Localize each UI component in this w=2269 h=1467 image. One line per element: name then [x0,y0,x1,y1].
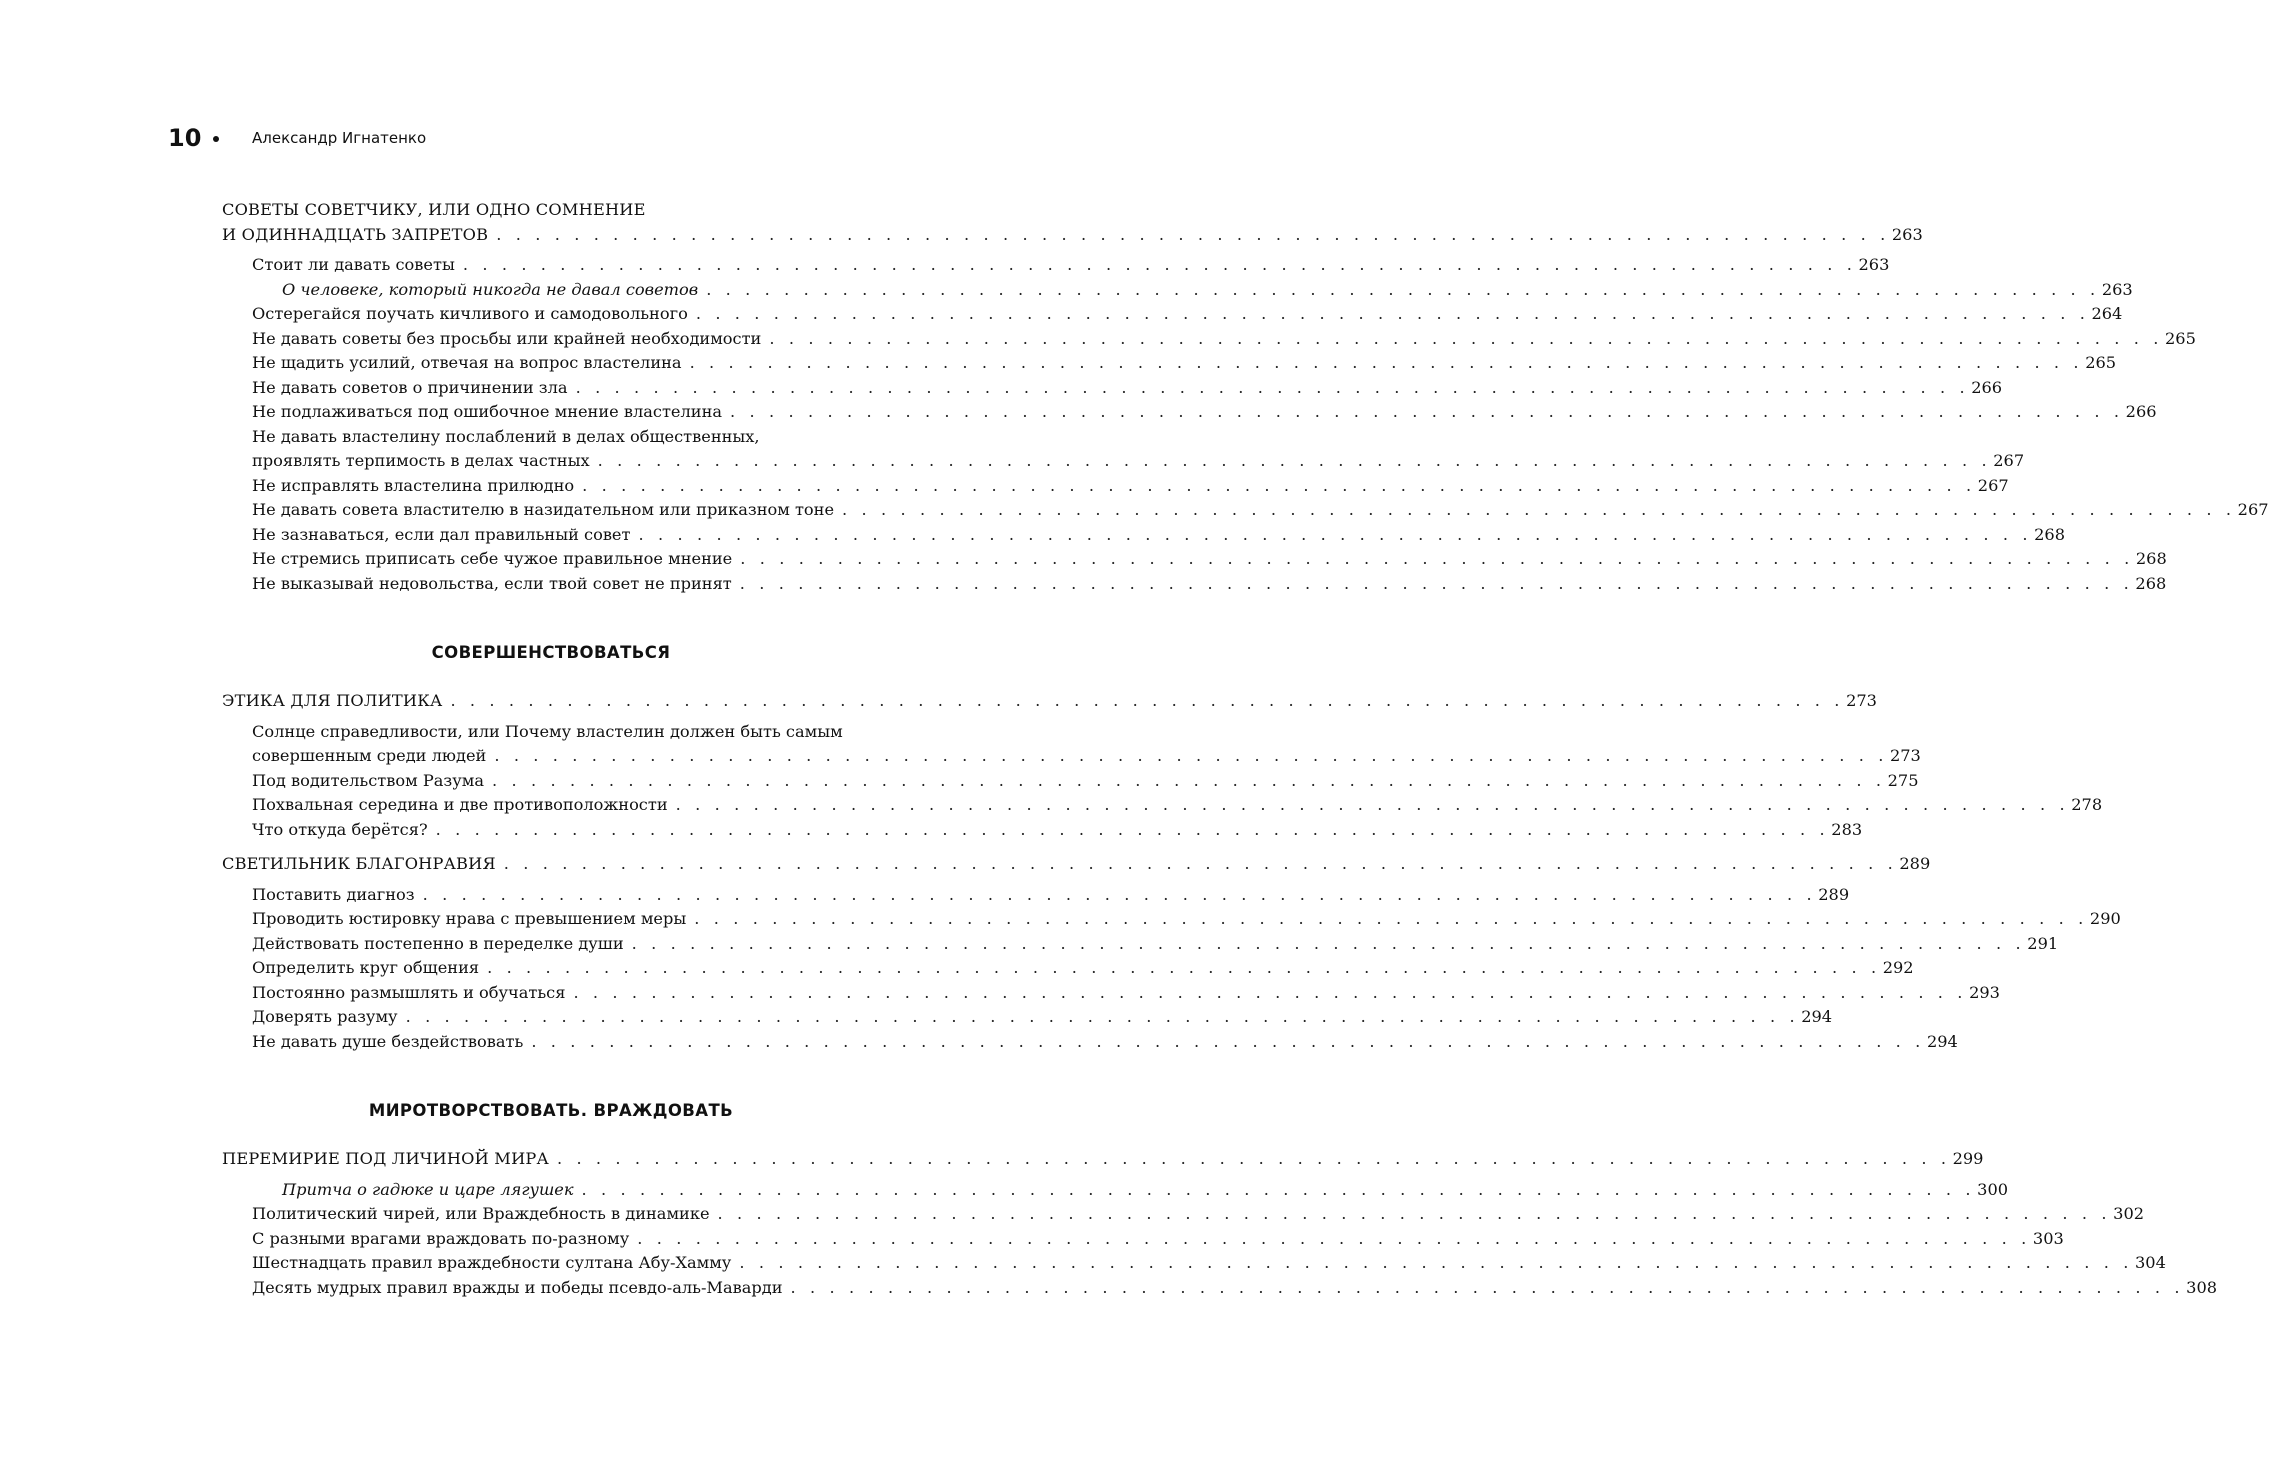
toc-entry[interactable] [222,1178,2009,1203]
page-ref: 268 [2135,549,2167,568]
dot-leader: . . . . . . . . . . . . . . . . . . . . . . . . . . . . . . . . . . . . . . . . . . . . . . . . . . . . . . . . . . . . . . . . . . . . . . . . [575,377,1970,397]
dot-leader: . . . . . . . . . . . . . . . . . . . . . . . . . . . . . . . . . . . . . . . . . . . . . . . . . . . . . . . . . . . . . . . . . . . . . . . . [435,819,1830,839]
toc-entry[interactable] [222,907,2121,932]
page-ref: 273 [1889,746,1921,765]
toc-entry-title: Доверять разуму [252,1007,398,1026]
toc-entry-title: Не давать властелину послаблений в делах общественных, [252,426,760,446]
toc-entry[interactable] [222,449,2025,474]
chapter-title[interactable] [222,198,880,223]
toc-entry-title: Шестнадцать правил враждебности султана Абу-Хамму [252,1253,732,1272]
page-ref: 263 [1891,224,1923,244]
page-ref: 268 [2135,573,2167,593]
dot-leader: . . . . . . . . . . . . . . . . . . . . . . . . . . . . . . . . . . . . . . . . . . . . . . . . . . . . . . . . . . . . . . . . . . . . . . . . [503,854,1898,873]
dot-leader: . . . . . . . . . . . . . . . . . . . . . . . . . . . . . . . . . . . . . . . . . . . . . . . . . . . . . . . . . . . . . . . . . . . . . . . . [638,524,2033,544]
part-title: МИРОТВОРСТВОВАТЬ. ВРАЖДОВАТЬ [368,1101,734,1120]
toc-entry-title: Похвальная середина и две противоположности [252,795,668,814]
page-ref: 302 [2113,1204,2145,1223]
toc-entry[interactable] [222,253,1890,278]
dot-leader: . . . . . . . . . . . . . . . . . . . . . . . . . . . . . . . . . . . . . . . . . . . . . . . . . . . . . . . . . . . . . . . . . . . . . . . . [706,279,2100,299]
toc-entry[interactable] [222,793,2103,818]
page-ref: 299 [1952,1149,1984,1168]
page-ref: 291 [2027,933,2059,953]
chapter-title[interactable] [222,689,1877,714]
toc-entry[interactable] [222,351,2117,376]
toc-entry[interactable] [222,1276,2218,1301]
toc-entry[interactable] [222,1227,2064,1252]
dot-leader: . . . . . . . . . . . . . . . . . . . . . . . . . . . . . . . . . . . . . . . . . . . . . . . . . . . . . . . . . . . . . . . . . . . . . . . . [573,982,1968,1002]
toc-entry-title: Не давать душе бездействовать [252,1031,524,1051]
page-ref: 278 [2071,795,2103,814]
page-ref: 273 [1846,691,1877,710]
table-of-contents [222,198,2269,1300]
dot-leader: . . . . . . . . . . . . . . . . . . . . . . . . . . . . . . . . . . . . . . . . . . . . . . . . . . . . . . . . . . . . . . . . . . . . . . . . [581,1179,1976,1199]
toc-entry-title: Не выказывай недовольства, если твой совет не принят [252,573,732,593]
toc-entry-title: ПЕРЕМИРИЕ ПОД ЛИЧИНОЙ МИРА [222,1149,549,1168]
toc-entry-title: Стоит ли давать советы [252,255,455,274]
toc-entry-title: Солнце справедливости, или Почему властелин должен быть самым [252,721,843,741]
page-ref: 294 [1926,1031,1958,1051]
page-ref: 268 [2034,524,2066,544]
dot-leader: . . . . . . . . . . . . . . . . . . . . . . . . . . . . . . . . . . . . . . . . . . . . . . . . . . . . . . . . . . . . . . . . . . . . . . . . [637,1228,2031,1248]
toc-entry-title: Десять мудрых правил вражды и победы псевдо-аль-Маварди [252,1277,783,1297]
dot-leader: . . . . . . . . . . . . . . . . . . . . . . . . . . . . . . . . . . . . . . . . . . . . . . . . . . . . . . . . . . . . . . . . . . . . . . . . [582,475,1976,495]
toc-entry-title: Не исправлять властелина прилюдно [252,475,575,495]
dot-leader: . . . . . . . . . . . . . . . . . . . . . . . . . . . . . . . . . . . . . . . . . . . . . . . . . . . . . . . . . . . . . . . . . . . . . . . . [842,500,2236,519]
toc-entry[interactable] [222,572,2167,597]
toc-entry-title: Не подлаживаться под ошибочное мнение властелина [252,402,723,421]
toc-entry-title: СОВЕТЫ СОВЕТЧИКУ, ИЛИ ОДНО СОМНЕНИЕ [222,200,646,219]
page-ref: 300 [1977,1179,2009,1199]
dot-leader: . . . . . . . . . . . . . . . . . . . . . . . . . . . . . . . . . . . . . . . . . . . . . . . . . . . . . . . . . . . . . . . . . . . . . . . . [494,746,1888,765]
page-ref: 303 [2032,1228,2064,1248]
toc-entry-title: Под водительством Разума [252,770,484,790]
toc-entry[interactable] [222,981,2000,1006]
page-number: 10 [168,124,202,152]
toc-entry[interactable] [222,818,1863,843]
dot-leader: . . . . . . . . . . . . . . . . . . . . . . . . . . . . . . . . . . . . . . . . . . . . . . . . . . . . . . . . . . . . . . . . . . . . . . . . [531,1031,1925,1051]
toc-entry-title: Притча о гадюке и царе лягушек [282,1179,574,1199]
page-ref: 290 [2089,909,2121,928]
page-ref: 293 [1969,982,2000,1002]
dot-leader: . . . . . . . . . . . . . . . . . . . . . . . . . . . . . . . . . . . . . . . . . . . . . . . . . . . . . . . . . . . . . . . . . . . . . . . . [556,1149,1951,1168]
dot-leader: . . . . . . . . . . . . . . . . . . . . . . . . . . . . . . . . . . . . . . . . . . . . . . . . . . . . . . . . . . . . . . . . . . . . . . . . [694,909,2088,928]
toc-entry[interactable] [222,376,2003,401]
toc-entry-title: Определить круг общения [252,958,480,977]
dot-leader: . . . . . . . . . . . . . . . . . . . . . . . . . . . . . . . . . . . . . . . . . . . . . . . . . . . . . . . . . . . . . . . . . . . . . . . . [675,795,2070,814]
page-ref: 266 [1971,377,2003,397]
page-ref: 265 [2164,328,2196,348]
toc-entry[interactable] [222,474,2009,499]
page-ref: 308 [2186,1277,2218,1297]
toc-entry-title: Не давать советы без просьбы или крайней необходимости [252,328,762,348]
page-ref: 267 [1993,451,2025,470]
toc-entry-title: Постоянно размышлять и обучаться [252,982,566,1002]
toc-entry-title: Остерегайся поучать кичливого и самодовольного [252,304,688,323]
toc-entry[interactable] [222,547,2167,572]
toc-entry[interactable] [222,302,2123,327]
page-ref: 292 [1882,958,1914,977]
dot-leader: . . . . . . . . . . . . . . . . . . . . . . . . . . . . . . . . . . . . . . . . . . . . . . . . . . . . . . . . . . . . . . . . . . . . . . . . [491,770,1886,790]
page-ref: 289 [1899,854,1931,873]
toc-entry[interactable] [222,498,2269,523]
page-ref: 267 [1977,475,2009,495]
toc-entry-title: Не давать советов о причинении зла [252,377,568,397]
page-ref: 275 [1887,770,1919,790]
dot-leader: . . . . . . . . . . . . . . . . . . . . . . . . . . . . . . . . . . . . . . . . . . . . . . . . . . . . . . . . . . . . . . . . . . . . . . . . [790,1277,2185,1297]
toc-entry-title: С разными врагами враждовать по-разному [252,1228,630,1248]
toc-entry-title: СВЕТИЛЬНИК БЛАГОНРАВИЯ [222,854,496,873]
page-ref: 265 [2085,353,2117,372]
toc-entry-title: Что откуда берётся? [252,819,428,839]
page-ref: 267 [2237,500,2269,519]
dot-leader: . . . . . . . . . . . . . . . . . . . . . . . . . . . . . . . . . . . . . . . . . . . . . . . . . . . . . . . . . . . . . . . . . . . . . . . . [740,549,2134,568]
running-head-author: Александр Игнатенко [252,129,427,147]
toc-entry[interactable] [222,400,2157,425]
toc-entry[interactable] [222,278,2133,303]
page-ref: 289 [1818,884,1850,904]
toc-entry[interactable] [222,425,880,450]
page-ref: 304 [2134,1253,2166,1272]
chapter-title[interactable] [222,1147,1984,1172]
toc-entry[interactable] [222,883,1850,908]
page-ref: 283 [1831,819,1863,839]
toc-entry-title: Проводить юстировку нрава с превышением меры [252,909,687,928]
chapter-title[interactable] [222,852,1931,877]
page-ref: 263 [2101,279,2133,299]
toc-entry-title: ЭТИКА ДЛЯ ПОЛИТИКА [222,691,443,710]
toc-entry-title: Не давать совета властителю в назидательном или приказном тоне [252,500,835,519]
dot-leader: . . . . . . . . . . . . . . . . . . . . . . . . . . . . . . . . . . . . . . . . . . . . . . . . . . . . . . . . . . . . . . . . . . . . . . . . [422,884,1817,904]
dot-leader: . . . . . . . . . . . . . . . . . . . . . . . . . . . . . . . . . . . . . . . . . . . . . . . . . . . . . . . . . . . . . . . . . . . . . . . . [597,451,1992,470]
toc-entry[interactable] [222,523,2066,548]
toc-entry-title: Действовать постепенно в переделке души [252,933,624,953]
dot-leader: . . . . . . . . . . . . . . . . . . . . . . . . . . . . . . . . . . . . . . . . . . . . . . . . . . . . . . . . . . . . . . . . . . . . . . . . [717,1204,2112,1223]
dot-leader: . . . . . . . . . . . . . . . . . . . . . . . . . . . . . . . . . . . . . . . . . . . . . . . . . . . . . . . . . . . . . . . . . . . . . . . . [769,328,2163,348]
dot-leader: . . . . . . . . . . . . . . . . . . . . . . . . . . . . . . . . . . . . . . . . . . . . . . . . . . . . . . . . . . . . . . . . . . . . . . . . [631,933,2026,953]
toc-entry[interactable] [222,744,1921,769]
toc-entry[interactable] [222,1030,1958,1055]
page-ref: 263 [1858,255,1890,274]
bullet-icon [213,136,219,142]
page-ref: 294 [1801,1007,1833,1026]
toc-entry-title: Не щадить усилий, отвечая на вопрос властелина [252,353,682,372]
toc-entry[interactable] [222,1251,2166,1276]
toc-entry-title: О человеке, который никогда не давал советов [282,279,699,299]
dot-leader: . . . . . . . . . . . . . . . . . . . . . . . . . . . . . . . . . . . . . . . . . . . . . . . . . . . . . . . . . . . . . . . . . . . . . . . . [730,402,2124,421]
toc-entry-title: Не зазнаваться, если дал правильный совет [252,524,631,544]
toc-entry[interactable] [222,1005,1833,1030]
toc-entry-title: Не стремись приписать себе чужое правильное мнение [252,549,733,568]
toc-entry[interactable] [222,720,880,745]
dot-leader: . . . . . . . . . . . . . . . . . . . . . . . . . . . . . . . . . . . . . . . . . . . . . . . . . . . . . . . . . . . . . . . . . . . . . . . . [689,353,2084,372]
part-title: СОВЕРШЕНСТВОВАТЬСЯ [431,643,671,662]
toc-entry-title: И ОДИННАДЦАТЬ ЗАПРЕТОВ [222,224,489,244]
dot-leader: . . . . . . . . . . . . . . . . . . . . . . . . . . . . . . . . . . . . . . . . . . . . . . . . . . . . . . . . . . . . . . . . . . . . . . . . [739,1253,2133,1272]
toc-entry-title: проявлять терпимость в делах частных [252,451,590,470]
dot-leader: . . . . . . . . . . . . . . . . . . . . . . . . . . . . . . . . . . . . . . . . . . . . . . . . . . . . . . . . . . . . . . . . . . . . . . . . [462,255,1857,274]
dot-leader: . . . . . . . . . . . . . . . . . . . . . . . . . . . . . . . . . . . . . . . . . . . . . . . . . . . . . . . . . . . . . . . . . . . . . . . . [405,1007,1800,1026]
toc-entry[interactable] [222,956,1914,981]
toc-entry[interactable] [222,769,1919,794]
dot-leader: . . . . . . . . . . . . . . . . . . . . . . . . . . . . . . . . . . . . . . . . . . . . . . . . . . . . . . . . . . . . . . . . . . . . . . . . [450,691,1845,710]
toc-entry[interactable] [222,1202,2145,1227]
toc-entry-title: Поставить диагноз [252,884,415,904]
dot-leader: . . . . . . . . . . . . . . . . . . . . . . . . . . . . . . . . . . . . . . . . . . . . . . . . . . . . . . . . . . . . . . . . . . . . . . . . [739,573,2134,593]
toc-entry[interactable] [222,327,2196,352]
toc-entry-title: совершенным среди людей [252,746,487,765]
toc-entry[interactable] [222,932,2059,957]
toc-entry-title: Политический чирей, или Враждебность в динамике [252,1204,710,1223]
dot-leader: . . . . . . . . . . . . . . . . . . . . . . . . . . . . . . . . . . . . . . . . . . . . . . . . . . . . . . . . . . . . . . . . . . . . . . . . [487,958,1881,977]
dot-leader: . . . . . . . . . . . . . . . . . . . . . . . . . . . . . . . . . . . . . . . . . . . . . . . . . . . . . . . . . . . . . . . . . . . . . . . . [695,304,2090,323]
chapter-title[interactable] [222,223,1923,248]
dot-leader: . . . . . . . . . . . . . . . . . . . . . . . . . . . . . . . . . . . . . . . . . . . . . . . . . . . . . . . . . . . . . . . . . . . . . . . . [496,224,1890,244]
page-ref: 264 [2091,304,2123,323]
page-ref: 266 [2125,402,2157,421]
